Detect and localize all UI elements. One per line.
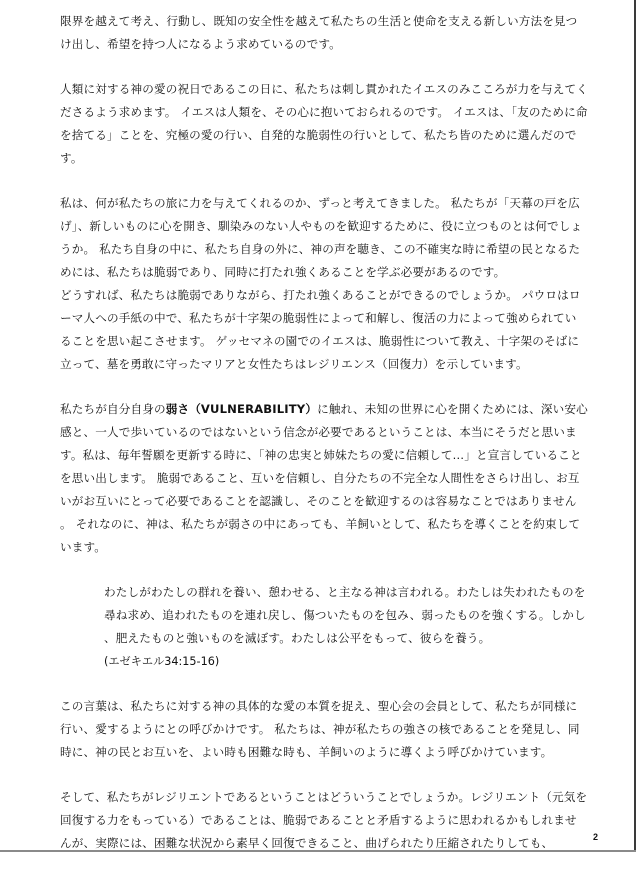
paragraph-7-text: そして、私たちがレジリエントであるということはどういうことでしょうか。レジリエント（元気を回復する力をもっている）であることは、脆弱であることと矛盾するように思われるかもしれませんが、実際には、困難な状況から素早く回復できること、曲げられたり圧縮されたりしても、	[60, 790, 588, 850]
paragraph-3-continuation	[60, 284, 588, 376]
paragraph-1	[60, 10, 588, 56]
document-body	[60, 10, 588, 877]
quote-body: わたしがわたしの群れを養い、憩わせる、と主なる神は言われる。わたしは失われたものを尋ね求め、追われたものを連れ戻し、傷ついたものを包み、弱ったものを強くする。しかし、肥えたものと強いものを滅ぼす。わたしは公平をもって、彼らを養う。	[104, 585, 586, 645]
vulnerability-bold-term: 弱さ（VULNERABILITY）	[165, 402, 318, 416]
scripture-quote	[104, 581, 588, 673]
paragraph-1-text: 限界を越えて考え、行動し、既知の安全性を越えて私たちの生活と使命を支える新しい方法を見つけ出し、希望を持つ人になるよう求めているのです。	[60, 14, 578, 51]
paragraph-7	[60, 786, 588, 855]
paragraph-3	[60, 192, 588, 284]
quote-text	[104, 581, 588, 650]
page-number: 2	[592, 832, 598, 842]
paragraph-4	[60, 398, 588, 559]
paragraph-6-text: この言葉は、私たちに対する神の具体的な愛の本質を捉え、聖心会の会員として、私たちが同様に行い、愛するようにとの呼びかけです。 私たちは、神が私たちの強さの核であることを発見し、同時に、神の民とお互いを、よい時も困難な時も、羊飼いのように導くよう呼びかけています。	[60, 699, 580, 759]
paragraph-4-text-start: 私たちが自分自身の	[60, 402, 166, 416]
paragraph-3-text: 私は、何が私たちの旅に力を与えてくれるのか、ずっと考えてきました。 私たちが「天幕の戸を広げ」、新しいものに心を開き、馴染みのない人やものを歓迎するために、役に立つものとは何でしょうか。 私たち自身の中に、私たち自身の外に、神の声を聴き、この不確実な時に希望の民となるためには、私たちは脆弱であり、同時に打たれ強くあることを学ぶ必要があるのです。	[60, 196, 583, 279]
paragraph-4-text-end: に触れ、未知の世界に心を開くためには、深い安心感と、一人で歩いているのではないという信念が必要であるということは、本当にそうだと思います。私は、毎年誓願を更新する時に、「神の忠実と姉妹たちの愛に信頼して…」と宣言していることを思い出します。 脆弱であること、互いを信頼し、自分たちの不完全な人間性をさらけ出し、お互いがお互いにとって必要であることを認識し、そのことを歓迎するのは容易なことではありません。 それなのに、神は、私たちが弱さの中にあっても、羊飼いとして、私たちを導くことを約束しています。	[60, 402, 588, 554]
paragraph-2	[60, 78, 588, 170]
paragraph-2-text: 人類に対する神の愛の祝日であるこの日に、私たちは刺し貫かれたイエスのみこころが力を与えてくださるよう求めます。 イエスは人類を、その心に抱いておられるのです。 イエスは、「友のために命を捨てる」ことを、究極の愛の行い、自発的な脆弱性の行いとして、私たち皆のために選んだのです。	[60, 82, 589, 165]
quote-citation: (エゼキエル34:15-16)	[104, 655, 220, 668]
paragraph-6	[60, 695, 588, 764]
paragraph-3-continuation-text: どうすれば、私たちは脆弱でありながら、打たれ強くあることができるのでしょうか。 パウロはローマ人への手紙の中で、私たちが十字架の脆弱性によって和解し、復活の力によって強められていることを思い起こさせます。 ゲッセマネの園でのイエスは、脆弱性について教え、十字架のそばに立って、墓を勇敢に守ったマリアと女性たちはレジリエンス（回復力）を示しています。	[60, 288, 581, 371]
